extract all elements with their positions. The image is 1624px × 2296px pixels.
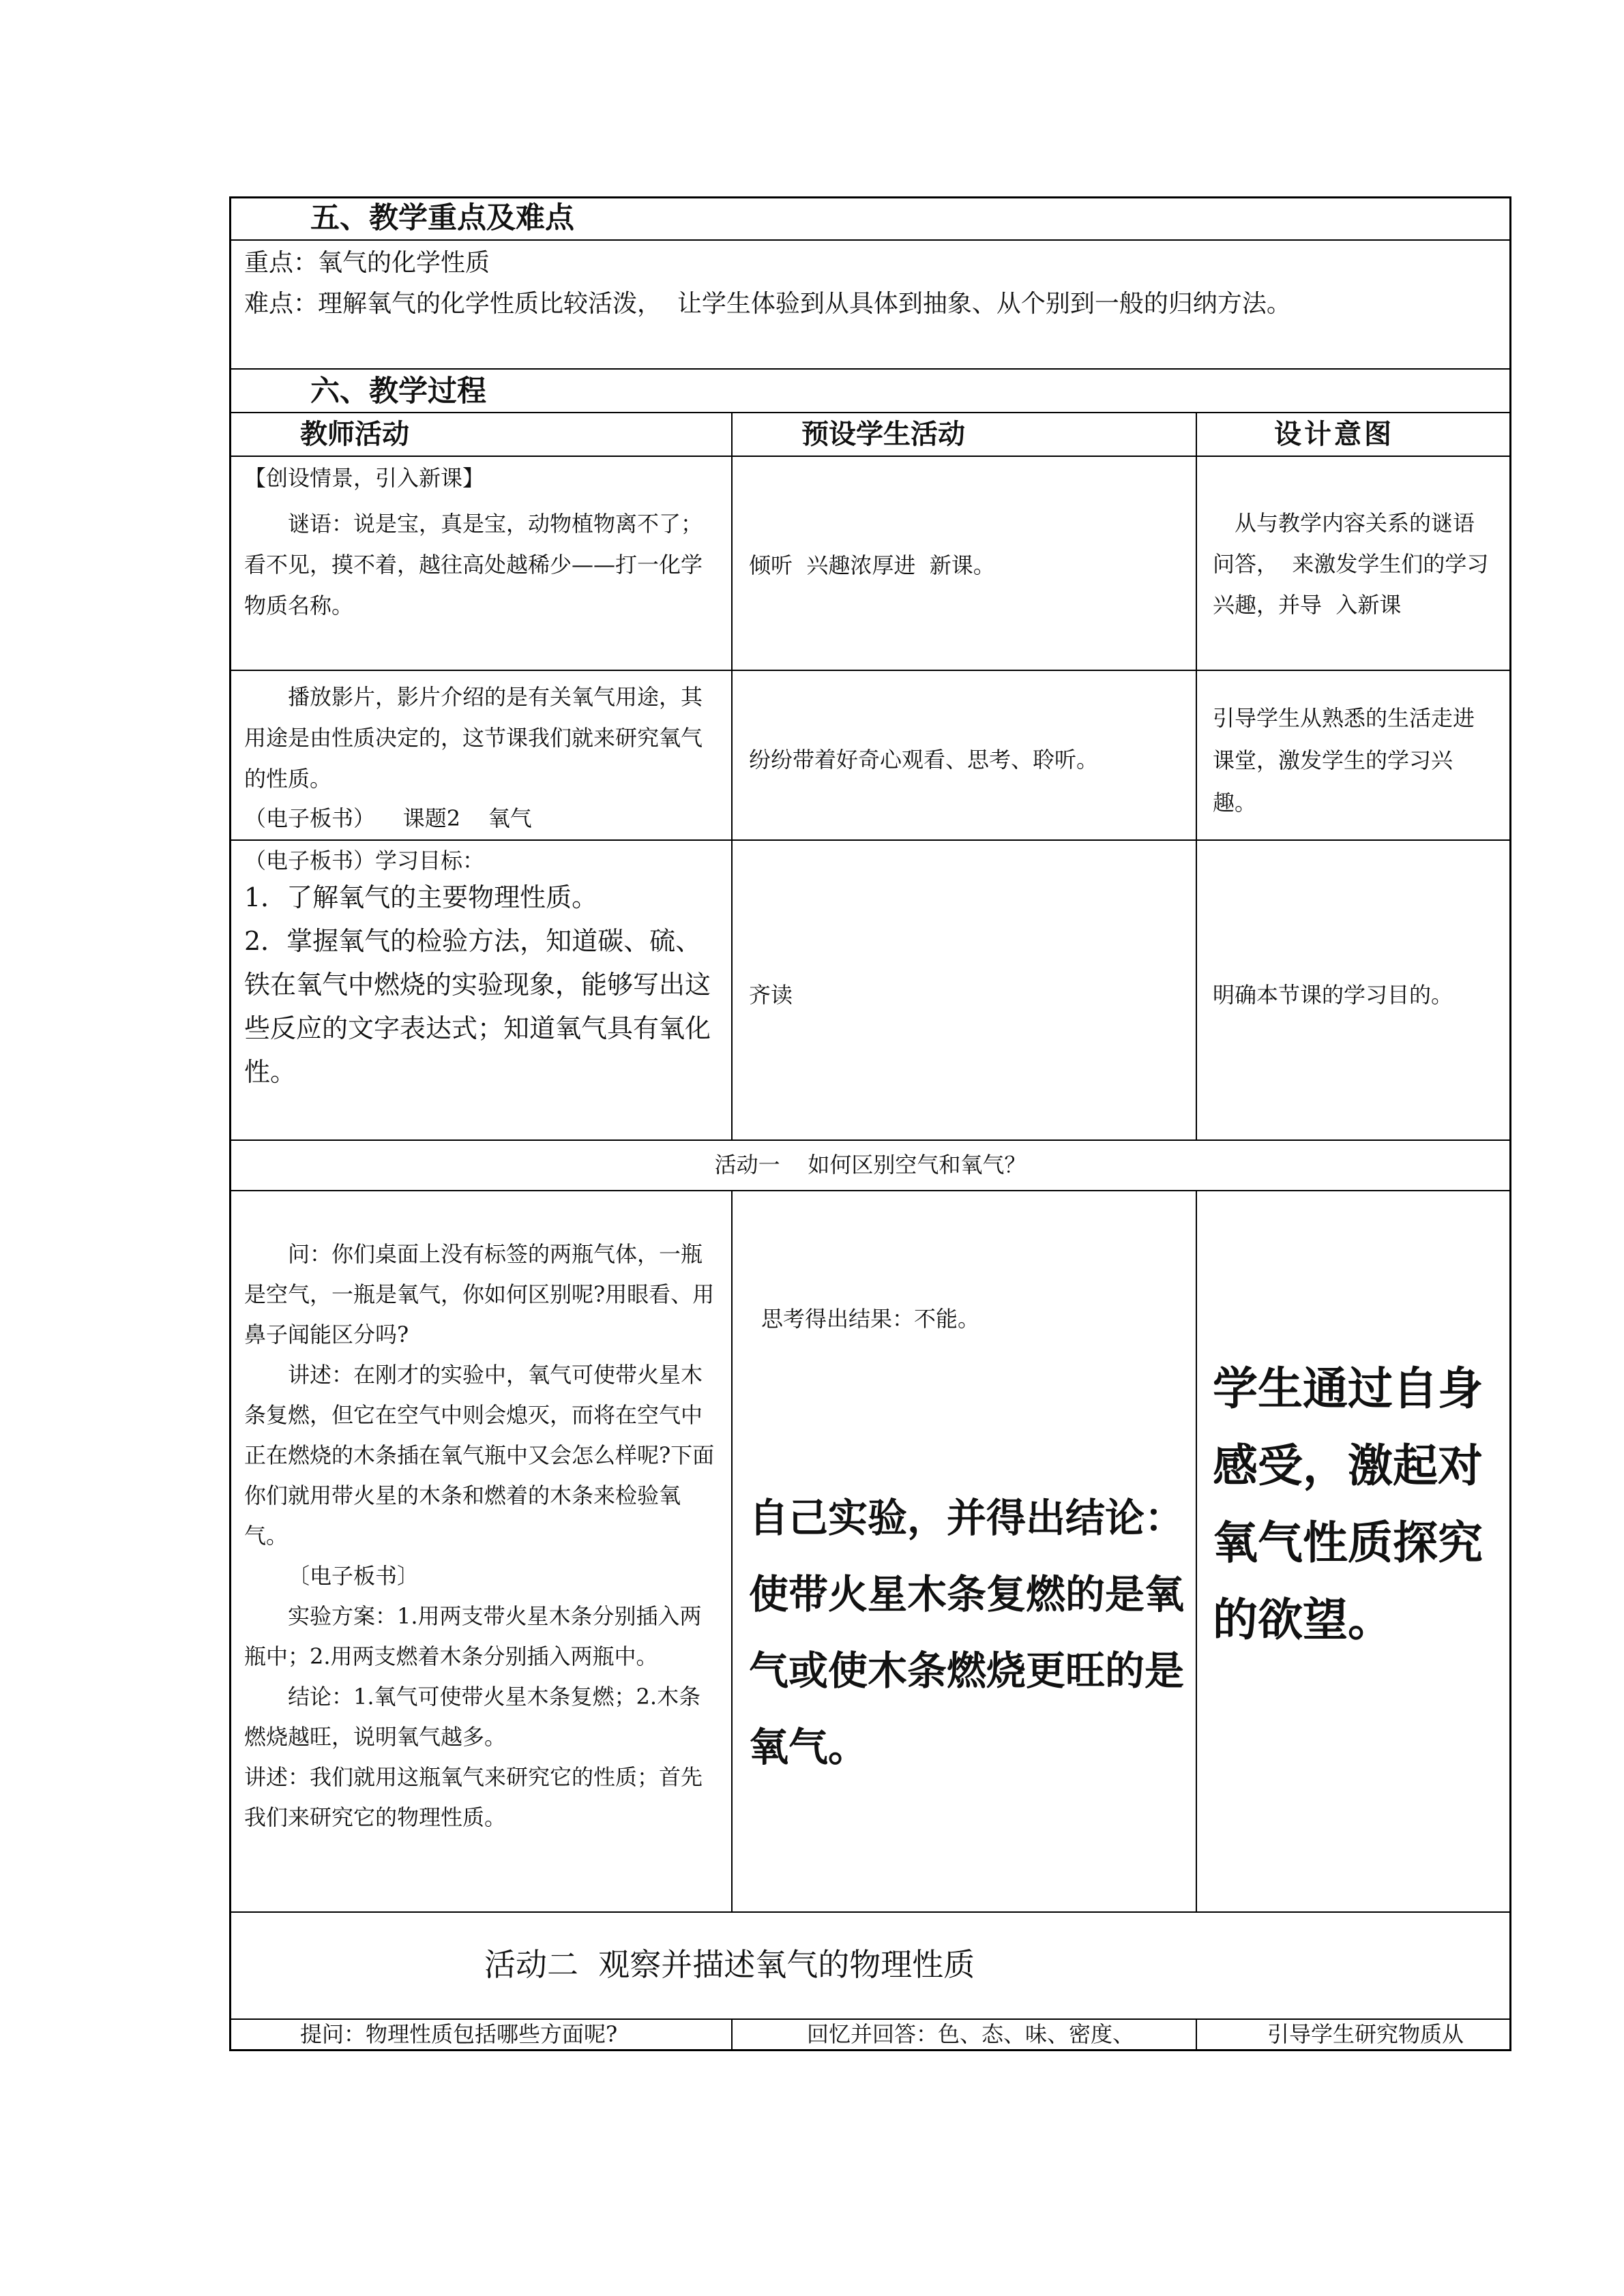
activity1-teacher-plan: 实验方案：1.用两支带火星木条分别插入两瓶中；2.用两支燃着木条分别插入两瓶中。 — [244, 1603, 702, 1669]
hline-8 — [229, 1190, 1511, 1191]
section5-heading: 五、教学重点及难点 — [310, 201, 574, 235]
section6-heading: 六、教学过程 — [310, 374, 486, 408]
row1-teacher-text: 谜语：说是宝，真是宝，动物植物离不了；看不见，摸不着，越往高处越稀少——打一化学物质名称。 — [244, 511, 703, 618]
hline-3 — [229, 412, 1511, 413]
row2-teacher — [244, 676, 713, 837]
activity1-teacher-conclusion: 结论：1.氧气可使带火星木条复燃；2.木条燃烧越旺，说明氧气越多。 — [244, 1684, 701, 1750]
row2-teacher-text: 播放影片，影片介绍的是有关氧气用途，其用途是由性质决定的，这节课我们就来研究氧气的性质。 — [244, 684, 703, 792]
activity1-teacher-talk: 讲述：在刚才的实验中，氧气可使带火星木条复燃，但它在空气中则会熄灭，而将在空气中正在燃烧的木条插在氧气瓶中又会怎么样呢?下面你们就用带火星的木条和燃着的木条来检验氧气。 — [244, 1362, 715, 1549]
hline-1 — [229, 239, 1511, 241]
hline-7 — [229, 1139, 1511, 1141]
activity1-title: 活动一 如何区别空气和氧气？ — [714, 1152, 1027, 1178]
row3-teacher-title: （电子板书）学习目标： — [244, 848, 485, 874]
hline-6 — [229, 839, 1511, 841]
activity1-student-think: 思考得出结果：不能。 — [761, 1306, 980, 1332]
activity1-student-conclusion: 自己实验，并得出结论：使带火星木条复燃的是氧气或使木条燃烧更旺的是氧气。 — [749, 1495, 1185, 1770]
row2-intent: 引导学生从熟悉的生活走进课堂，激发学生的学习兴趣。 — [1213, 705, 1475, 816]
vline-col1-b — [731, 1190, 733, 1912]
section5-difficulty: 难点：理解氧气的化学性质比较活泼， 让学生体验到从具体到抽象、从个别到一般的归纳方法。 — [244, 290, 1291, 318]
vline-col2-c — [1196, 2018, 1197, 2050]
row2-student: 纷纷带着好奇心观看、思考、聆听。 — [749, 747, 1099, 773]
activity2-teacher: 提问：物理性质包括哪些方面呢? — [300, 2021, 618, 2047]
row3-goal-2: 2．掌握氧气的检验方法，知道碳、硫、铁在氧气中燃烧的实验现象，能够写出这些反应的文字表达式；知道氧气具有氧化性。 — [244, 926, 711, 1087]
activity1-teacher — [244, 1234, 715, 1838]
row3-teacher — [244, 846, 722, 1094]
hline-9 — [229, 1911, 1511, 1913]
activity1-teacher-board: 〔电子板书〕 — [288, 1563, 419, 1589]
activity2-intent: 引导学生研究物质从 — [1267, 2021, 1464, 2047]
table-border-left — [229, 196, 231, 2051]
column-header-student: 预设学生活动 — [801, 419, 965, 450]
activity1-intent: 学生通过自身感受，激起对氧气性质探究的欲望。 — [1213, 1362, 1483, 1646]
row3-intent: 明确本节课的学习目的。 — [1213, 982, 1453, 1008]
row1-student: 倾听 兴趣浓厚进 新课。 — [749, 552, 995, 578]
row3-student: 齐读 — [749, 982, 793, 1008]
row2-teacher-note: （电子板书） 课题2 氧气 — [244, 805, 532, 831]
activity2-student: 回忆并回答：色、态、味、密度、 — [807, 2021, 1135, 2047]
vline-col1-c — [731, 2018, 733, 2050]
activity2-title: 活动二 观察并描述氧气的物理性质 — [484, 1946, 975, 1983]
row1-teacher — [244, 461, 713, 626]
activity1-teacher-question: 问：你们桌面上没有标签的两瓶气体，一瓶是空气，一瓶是氧气，你如何区别呢?用眼看、用鼻子闻能区分吗? — [244, 1241, 715, 1347]
activity1-teacher-final: 讲述：我们就用这瓶氧气来研究它的性质；首先我们来研究它的物理性质。 — [244, 1764, 703, 1830]
table-border-right — [1509, 196, 1511, 2051]
column-header-intent: 设计意图 — [1274, 419, 1394, 450]
hline-5 — [229, 670, 1511, 671]
vline-col2-a — [1196, 412, 1197, 1140]
row3-goal-1: 1．了解氧气的主要物理性质。 — [244, 882, 598, 912]
hline-4 — [229, 456, 1511, 457]
column-header-teacher: 教师活动 — [300, 419, 409, 450]
section5-key-point: 重点：氧气的化学性质 — [244, 249, 490, 277]
vline-col2-b — [1196, 1190, 1197, 1912]
vline-col1-a — [731, 412, 733, 1140]
row1-teacher-title: 【创设情景，引入新课】 — [244, 465, 485, 491]
hline-2 — [229, 368, 1511, 370]
row1-intent: 从与教学内容关系的谜语问答， 来激发学生们的学习兴趣，并导 入新课 — [1213, 510, 1489, 618]
